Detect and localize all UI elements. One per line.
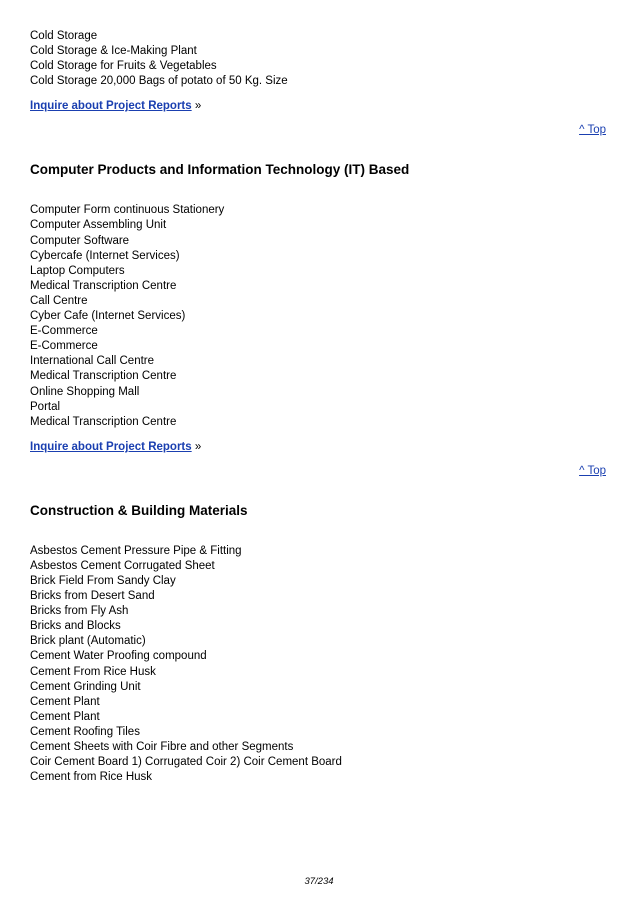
top-link-row bbox=[30, 123, 606, 138]
list-item: Cold Storage 20,000 Bags of potato of 50 Kg. Size bbox=[30, 75, 288, 88]
list-item: Cybercafe (Internet Services) bbox=[30, 249, 180, 262]
list-item: Coir Cement Board 1) Corrugated Coir 2) Coir Cement Board bbox=[30, 756, 342, 769]
section-title-computer-products: Computer Products and Information Technology (IT) Based bbox=[30, 162, 410, 178]
list-item: E-Commerce bbox=[30, 340, 98, 353]
list-item: Bricks from Fly Ash bbox=[30, 605, 129, 618]
list-item: Cement Sheets with Coir Fibre and other Segments bbox=[30, 741, 294, 753]
list-item: Asbestos Cement Pressure Pipe & Fitting bbox=[30, 544, 242, 557]
list-item: Cement From Rice Husk bbox=[30, 665, 156, 678]
page-number: 37/234 bbox=[304, 876, 334, 887]
list-item: Portal bbox=[30, 400, 61, 413]
list-item: Cement Plant bbox=[30, 695, 100, 708]
list-item: Cold Storage bbox=[30, 30, 98, 42]
top-link-row bbox=[30, 464, 606, 479]
list-item: Cement Water Proofing compound bbox=[30, 650, 207, 663]
inquire-project-reports-link[interactable]: Inquire about Project Reports bbox=[30, 100, 192, 113]
inquire-row bbox=[30, 440, 606, 455]
list-item: Brick plant (Automatic) bbox=[30, 635, 146, 648]
list-item: Cement Plant bbox=[30, 710, 100, 723]
list-item: Cold Storage & Ice-Making Plant bbox=[30, 45, 197, 58]
list-item: Cold Storage for Fruits & Vegetables bbox=[30, 60, 217, 73]
list-item: Computer Form continuous Stationery bbox=[30, 204, 225, 217]
list-item: Bricks from Desert Sand bbox=[30, 590, 155, 603]
inquire-arrow: » bbox=[194, 100, 202, 113]
list-item: Medical Transcription Centre bbox=[30, 415, 177, 428]
list-item: Computer Software bbox=[30, 234, 130, 247]
list-item: Asbestos Cement Corrugated Sheet bbox=[30, 559, 215, 572]
inquire-project-reports-link[interactable]: Inquire about Project Reports bbox=[30, 440, 192, 453]
construction-materials-list bbox=[30, 544, 606, 786]
list-item: Computer Assembling Unit bbox=[30, 219, 167, 232]
back-to-top-link[interactable]: ^ Top bbox=[579, 124, 606, 137]
list-item: Bricks and Blocks bbox=[30, 620, 121, 633]
list-item: International Call Centre bbox=[30, 355, 155, 368]
cold-storage-list bbox=[30, 29, 606, 89]
list-item: Cement Roofing Tiles bbox=[30, 725, 140, 738]
back-to-top-link[interactable]: ^ Top bbox=[579, 464, 606, 477]
inquire-arrow: » bbox=[194, 440, 202, 453]
list-item: Brick Field From Sandy Clay bbox=[30, 574, 176, 587]
list-item: Cyber Cafe (Internet Services) bbox=[30, 310, 186, 323]
list-item: Cement from Rice Husk bbox=[30, 771, 153, 784]
section-title-construction-materials: Construction & Building Materials bbox=[30, 502, 248, 518]
computer-products-list bbox=[30, 203, 606, 429]
list-item: Laptop Computers bbox=[30, 264, 125, 277]
list-item: Cement Grinding Unit bbox=[30, 680, 141, 693]
inquire-row bbox=[30, 99, 606, 114]
list-item: Call Centre bbox=[30, 294, 88, 307]
list-item: Medical Transcription Centre bbox=[30, 370, 177, 383]
list-item: Online Shopping Mall bbox=[30, 385, 140, 398]
list-item: E-Commerce bbox=[30, 325, 98, 338]
list-item: Medical Transcription Centre bbox=[30, 279, 177, 292]
document-page bbox=[30, 29, 606, 785]
